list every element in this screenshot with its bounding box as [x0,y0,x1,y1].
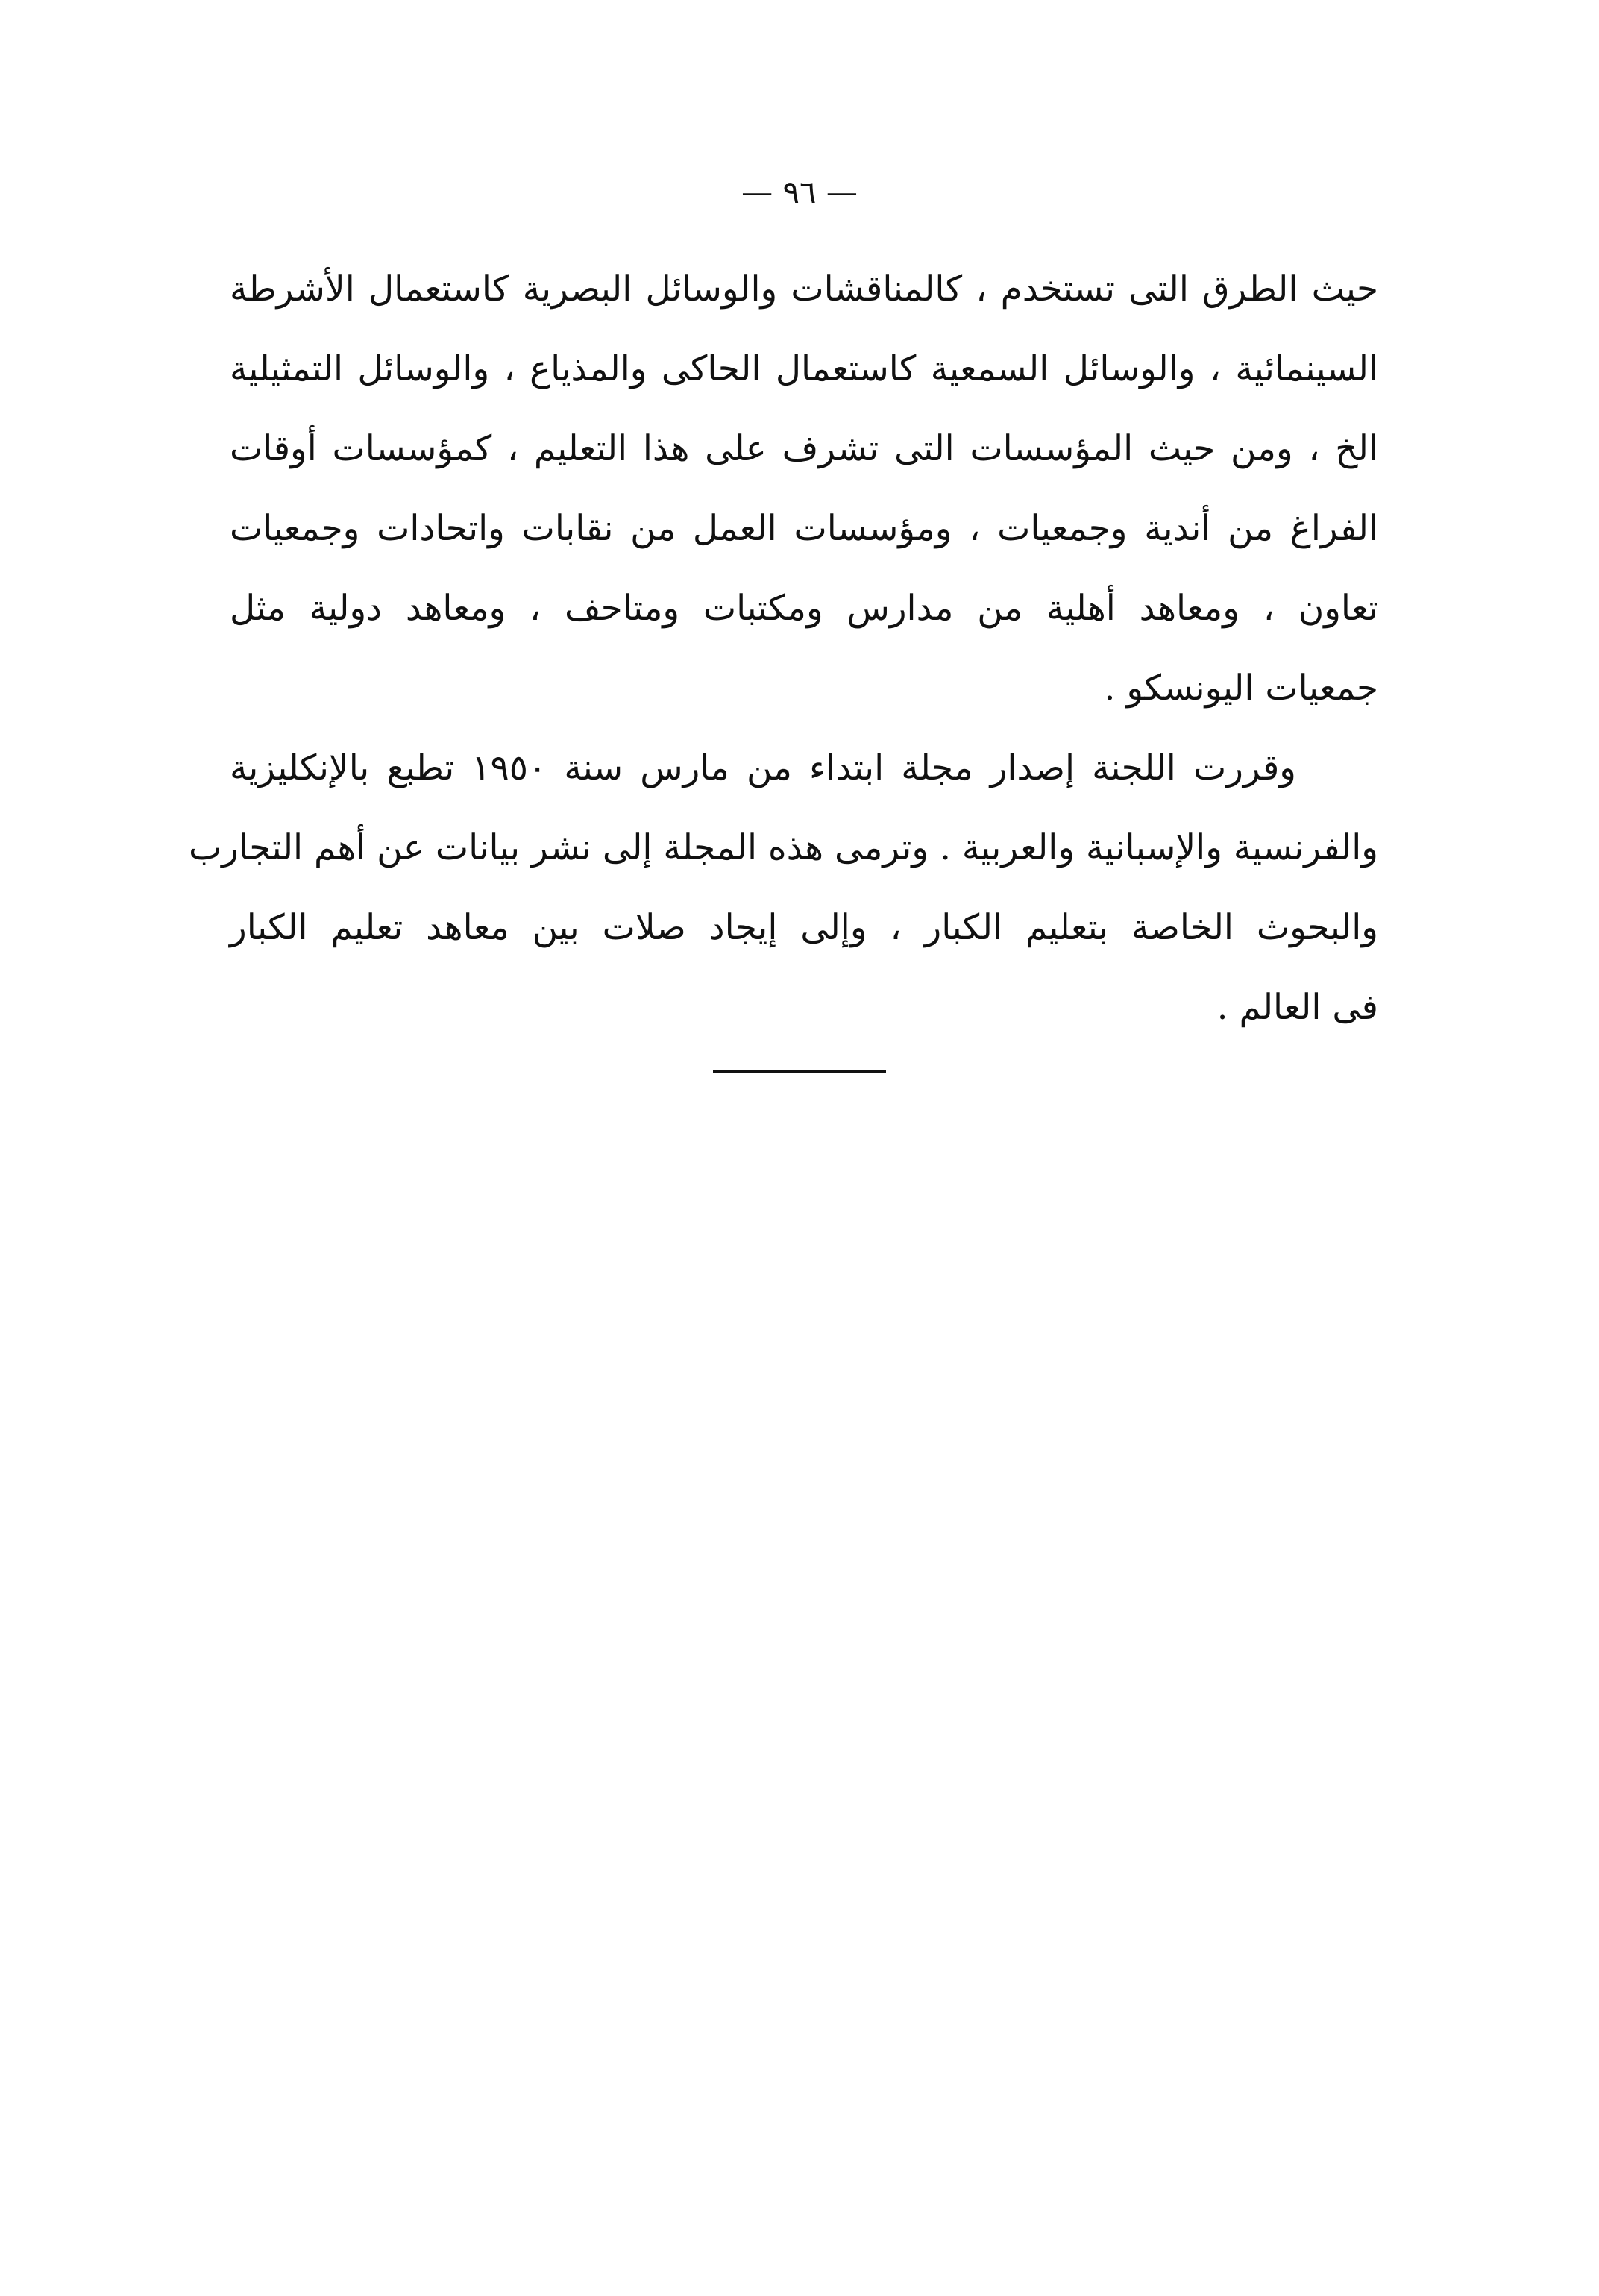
paragraph-1 [230,249,1378,728]
text-line: السينمائية ، والوسائل السمعية كاستعمال الحاكى والمذياع ، والوسائل التمثيلية [230,348,1378,389]
text-line: تعاون ، ومعاهد أهلية من مدارس ومكتبات ومتاحف ، ومعاهد دولية مثل [230,588,1378,629]
text-line: فى العالم . [1216,987,1378,1028]
page-number: — ٩٦ — [741,174,858,210]
body-text [188,249,1378,1047]
text-line: جمعيات اليونسكو . [1104,668,1378,709]
text-line: الخ ، ومن حيث المؤسسات التى تشرف على هذا التعليم ، كمؤسسات أوقات [230,428,1378,469]
section-end-rule [713,1070,886,1073]
text-line: حيث الطرق التى تستخدم ، كالمناقشات والوسائل البصرية كاستعمال الأشرطة [230,269,1378,310]
text-line: وقررت اللجنة إصدار مجلة ابتداء من مارس سنة ١٩٥٠ تطبع بالإنكليزية [230,747,1297,788]
text-line: الفراغ من أندية وجمعيات ، ومؤسسات العمل من نقابات واتحادات وجمعيات [230,508,1378,549]
text-line: والفرنسية والإسبانية والعربية . وترمى هذه المجلة إلى نشر بيانات عن أهم التجارب [188,827,1378,868]
paragraph-2 [188,728,1378,1047]
text-line: والبحوث الخاصة بتعليم الكبار ، وإلى إيجاد صلات بين معاهد تعليم الكبار [230,907,1378,948]
